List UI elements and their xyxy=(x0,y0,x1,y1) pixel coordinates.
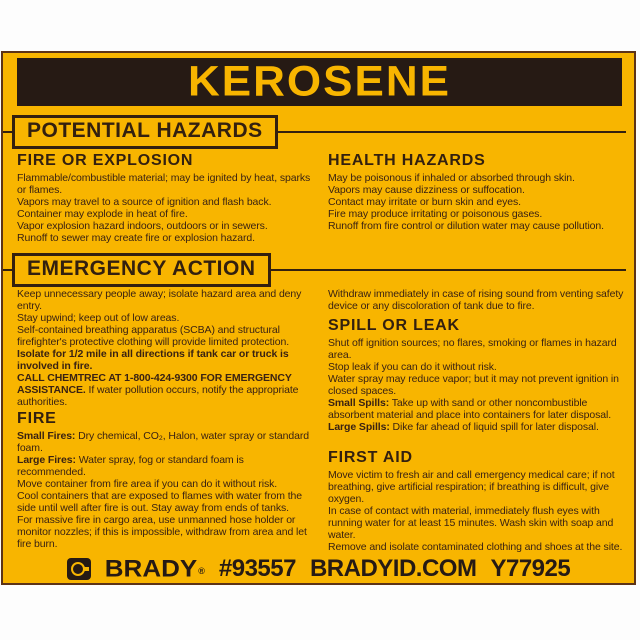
paragraph: Vapors may travel to a source of ignition and flash back. xyxy=(17,196,272,208)
label-code: Y77925 xyxy=(490,554,571,582)
subsection-heading: SPILL OR LEAK xyxy=(328,317,460,334)
paragraph: Cool containers that are exposed to flames with water from the side until well after fire is out. Stay away from ends of tanks. xyxy=(17,490,303,514)
brady-brand-name: BRADY xyxy=(104,554,198,582)
paragraph: Remove and isolate contaminated clothing and shoes at the site. xyxy=(328,541,623,553)
brady-logo-icon xyxy=(67,558,91,580)
paragraph: Contact may irritate or burn skin and eyes. xyxy=(328,196,521,208)
paragraph: Isolate for 1/2 mile in all directions if tank car or truck is involved in fire. xyxy=(17,348,289,372)
paragraph: Stay upwind; keep out of low areas. xyxy=(17,312,180,324)
paragraph: Vapor explosion hazard indoors, outdoors or in sewers. xyxy=(17,220,268,232)
brady-brand xyxy=(105,553,205,584)
section-header-emergency-action xyxy=(3,255,626,285)
paragraph: Container may explode in heat of fire. xyxy=(17,208,188,220)
emergency-action-right-column xyxy=(328,288,624,553)
paragraph: Large Fires: Water spray, fog or standard foam is recommended. xyxy=(17,454,244,478)
paragraph: CALL CHEMTREC AT 1-800-424-9300 FOR EMERGENCY ASSISTANCE. If water pollution occurs, notify the appropriate authorities. xyxy=(17,372,299,408)
paragraph: May be poisonous if inhaled or absorbed through skin. xyxy=(328,172,575,184)
paragraph: Runoff from fire control or dilution water may cause pollution. xyxy=(328,220,604,232)
paragraph: Runoff to sewer may create fire or explosion hazard. xyxy=(17,232,255,244)
paragraph: Withdraw immediately in case of rising sound from venting safety device or any discoloration of tank due to fire. xyxy=(328,288,624,312)
emergency-action-columns xyxy=(17,288,624,553)
product-title-bar xyxy=(17,58,622,106)
paragraph: Large Spills: Dike far ahead of liquid spill for later disposal. xyxy=(328,421,599,433)
paragraph: Move container from fire area if you can do it without risk. xyxy=(17,478,278,490)
subsection-heading: FIRE xyxy=(17,410,57,427)
header-rule-left xyxy=(3,131,12,133)
paragraph: Small Fires: Dry chemical, CO₂, Halon, water spray or standard foam. xyxy=(17,430,309,454)
section-title-emergency-action: EMERGENCY ACTION xyxy=(12,253,271,287)
paragraph: Fire may produce irritating or poisonous gases. xyxy=(328,208,543,220)
paragraph: Keep unnecessary people away; isolate hazard area and deny entry. xyxy=(17,288,302,312)
section-header-potential-hazards xyxy=(3,117,626,147)
part-number: #93557 xyxy=(218,554,296,582)
header-rule-right xyxy=(271,269,626,271)
paragraph: For massive fire in cargo area, use unmanned hose holder or monitor nozzles; if this is impossible, withdraw from area and let fire burn. xyxy=(17,514,307,550)
paragraph: Water spray may reduce vapor; but it may not prevent ignition in closed spaces. xyxy=(328,373,619,397)
registered-trademark-symbol: ® xyxy=(198,566,205,576)
paragraph: Small Spills: Take up with sand or other noncombustible absorbent material and place into containers for later disposal. xyxy=(328,397,612,421)
fire-or-explosion-column xyxy=(17,150,313,244)
paragraph: In case of contact with material, immediately flush eyes with running water for at least 15 minutes. Wash skin with soap and water. xyxy=(328,505,614,541)
header-rule-left xyxy=(3,269,12,271)
subsection-heading: FIRST AID xyxy=(328,449,413,466)
potential-hazards-columns xyxy=(17,150,624,244)
brady-footer xyxy=(3,553,634,584)
paragraph: Flammable/combustible material; may be ignited by heat, sparks or flames. xyxy=(17,172,311,196)
paragraph: Move victim to fresh air and call emergency medical care; if not breathing, give artificial respiration; if breathing is difficult, give oxygen. xyxy=(328,469,615,505)
paragraph: Stop leak if you can do it without risk. xyxy=(328,361,497,373)
kerosene-hazard-label xyxy=(1,51,636,585)
paragraph: Self-contained breathing apparatus (SCBA) and structural firefighter's protective clothing will provide limited protection. xyxy=(17,324,290,348)
emergency-action-left-column xyxy=(17,288,313,553)
section-title-potential-hazards: POTENTIAL HAZARDS xyxy=(12,115,278,149)
health-hazards-column xyxy=(328,150,624,244)
header-rule-right xyxy=(278,131,626,133)
subsection-heading: HEALTH HAZARDS xyxy=(328,152,486,169)
paragraph: Vapors may cause dizziness or suffocation. xyxy=(328,184,525,196)
subsection-heading: FIRE OR EXPLOSION xyxy=(17,152,194,169)
brady-website: BRADYID.COM xyxy=(309,554,477,582)
paragraph: Shut off ignition sources; no flares, smoking or flames in hazard area. xyxy=(328,337,617,361)
product-title: KEROSENE xyxy=(188,58,451,106)
